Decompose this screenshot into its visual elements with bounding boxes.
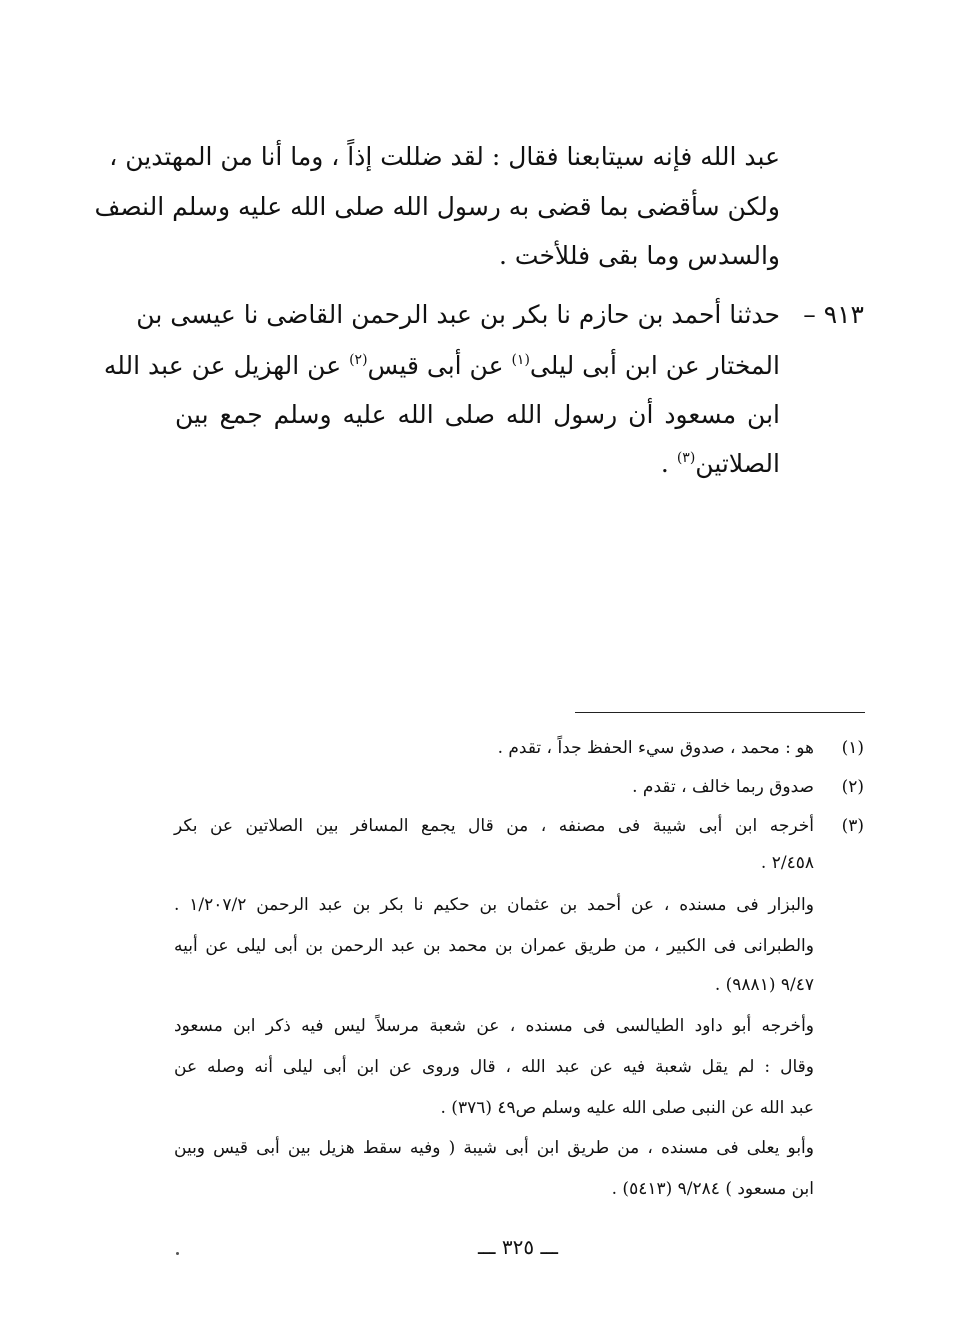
footnote-3-line-3: والبزار فى مسنده ، عن أحمد بن عثمان بن حكيم نا بكر بن عبد الرحمن ١/٢٠٧/٢ . <box>174 895 814 915</box>
page-number: ـــ ٣٢٥ ـــ <box>477 1235 559 1259</box>
footnote-3-line-6: وأخرجه أبو داود الطيالسى فى مسنده ، عن شعبة مرسلاً ليس فيه ذكر ابن مسعود <box>174 1016 814 1036</box>
footnote-1-marker: (١) <box>841 738 864 758</box>
footnote-2-marker: (٢) <box>841 777 864 797</box>
footnote-3-line-9: وأبو يعلى فى مسنده ، من طريق ابن أبى شيبة ( وفيه سقط هزيل بين أبى قيس وبين <box>174 1138 814 1158</box>
footnote-3-line-1: أخرجه ابن أبى شيبة فى مصنفه ، من قال يجمع المسافر بين الصلاتين عن بكر <box>174 816 814 836</box>
main-text-line-2: ولكن سأقضى بما قضى به رسول الله صلى الله عليه وسلم النصف <box>94 192 780 221</box>
footnote-ref-2: (٢) <box>349 352 368 368</box>
footnote-ref-3: (٣) <box>676 450 696 466</box>
hadith-line-1: حدثنا أحمد بن حازم نا بكر بن عبد الرحمن القاضى نا عيسى بن <box>136 300 780 329</box>
footnote-3-line-8: عبد الله عن النبى صلى الله عليه وسلم ص٤٩ (٣٧٦) . <box>440 1098 814 1118</box>
footnote-ref-1: (١) <box>511 352 530 368</box>
hadith-line-2-part-a: المختار عن ابن أبى ليلى <box>529 351 780 380</box>
scan-speck <box>176 1252 179 1255</box>
main-text-line-1: عبد الله فإنه سيتابعنا فقال : لقد ضللت إذاً ، وما أنا من المهتدين ، <box>109 142 780 171</box>
hadith-line-4-part-a: الصلاتين <box>695 449 780 478</box>
footnote-2-text: صدوق ربما خالف ، تقدم . <box>632 777 814 797</box>
hadith-number: ٩١٣ – <box>803 300 864 329</box>
main-text-line-3: والسدس وما بقى فللأخت . <box>499 241 780 270</box>
footnote-3-marker: (٣) <box>841 816 864 836</box>
hadith-line-2-part-c: عن الهزيل عن عبد الله <box>103 351 350 380</box>
footnote-3-line-4: والطبرانى فى الكبير ، من طريق عمران بن محمد بن عبد الرحمن بن أبى ليلى عن أبيه <box>174 936 814 956</box>
footnote-3-line-5: ٩/٤٧ (٩٨٨١) . <box>714 975 814 995</box>
hadith-line-3: ابن مسعود أن رسول الله صلى الله عليه وسلم جمع بين <box>175 400 780 429</box>
hadith-line-4-part-b: . <box>660 449 677 478</box>
hadith-line-2 <box>103 348 780 384</box>
footnote-3-line-7: وقال : لم يقل شعبة فيه عن عبد الله ، قال وروى عن ابن أبى ليلى أنه وصله عن <box>174 1057 814 1077</box>
hadith-line-2-part-b: عن أبى قيس <box>367 351 512 380</box>
footnote-separator <box>575 712 865 713</box>
footnote-3-line-2: ٢/٤٥٨ . <box>760 853 814 873</box>
footnote-1-text: هو : محمد ، صدوق سيء الحفظ جداً ، تقدم . <box>497 738 814 758</box>
hadith-line-4 <box>661 446 780 482</box>
footnote-3-line-10: ابن مسعود ) ٩/٢٨٤ (٥٤١٣) . <box>611 1179 814 1199</box>
